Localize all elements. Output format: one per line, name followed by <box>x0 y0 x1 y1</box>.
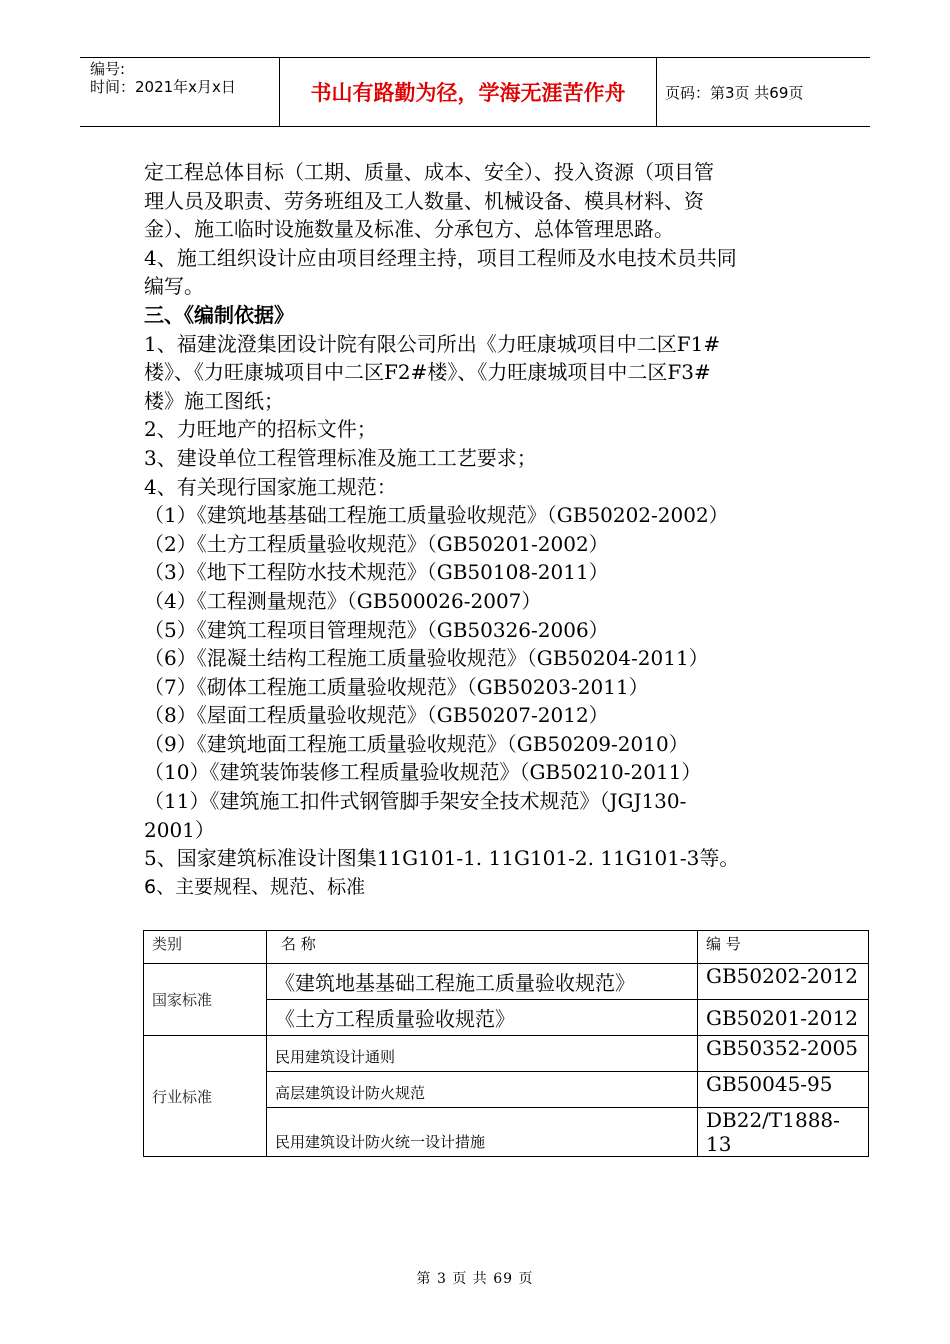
basis-line: 6、主要规程、规范、标准 <box>144 875 366 898</box>
section-title: 三、《编制依据》 <box>144 302 294 327</box>
standard-name: 《建筑地基基础工程施工质量验收规范》 <box>267 964 698 1000</box>
header-page-info: 页码：第3页 共69页 <box>665 83 804 102</box>
basis-line: 4、有关现行国家施工规范： <box>144 474 397 499</box>
standard-code: GB50045-95 <box>698 1072 869 1108</box>
standard-code: GB50352-2005 <box>698 1036 869 1072</box>
table-row <box>144 964 869 1000</box>
header-name: 名 称 <box>267 931 698 964</box>
basis-line: 1、福建泷澄集团设计院有限公司所出《力旺康城项目中二区F1# <box>144 331 721 356</box>
basis-line: 5、国家建筑标准设计图集11G101-1. 11G101-2. 11G101-3等。 <box>144 846 740 871</box>
standard-item: （10）《建筑装饰装修工程质量验收规范》（GB50210-2011） <box>144 760 702 785</box>
standard-item: （6）《混凝土结构工程施工质量验收规范》（GB50204-2011） <box>144 646 709 671</box>
body-line: 4、施工组织设计应由项目经理主持，项目工程师及水电技术员共同 <box>144 245 737 270</box>
header-meta <box>80 58 280 126</box>
standard-code: DB22/T1888-13 <box>698 1108 869 1157</box>
standard-code: GB50202-2012 <box>698 964 869 1000</box>
body-line: 编写。 <box>144 274 204 299</box>
standard-name: 民用建筑设计通则 <box>267 1036 698 1072</box>
basis-line: 楼》、《力旺康城项目中二区F2#楼》、《力旺康城项目中二区F3# <box>144 360 711 385</box>
body-line: 金）、施工临时设施数量及标准、分承包方、总体管理思路。 <box>144 217 674 242</box>
standard-name: 《土方工程质量验收规范》 <box>267 1000 698 1036</box>
standard-item: （1）《建筑地基基础工程施工质量验收规范》（GB50202-2002） <box>144 503 729 528</box>
category-national: 国家标准 <box>144 964 267 1036</box>
category-industry: 行业标准 <box>144 1036 267 1157</box>
basis-line: 楼》施工图纸； <box>144 388 284 413</box>
standard-item: （8）《屋面工程质量验收规范》（GB50207-2012） <box>144 703 609 728</box>
standard-item: （3）《地下工程防水技术规范》（GB50108-2011） <box>144 560 609 585</box>
header-motto: 书山有路勤为径，学海无涯苦作舟 <box>280 58 657 126</box>
standard-item: （7）《砌体工程施工质量验收规范》（GB50203-2011） <box>144 674 649 699</box>
header-code: 编 号 <box>698 931 869 964</box>
basis-line: 3、建设单位工程管理标准及施工工艺要求； <box>144 445 537 470</box>
table-row <box>144 1036 869 1072</box>
standard-item: （9）《建筑地面工程施工质量验收规范》（GB50209-2010） <box>144 731 689 756</box>
page-header <box>80 57 870 127</box>
standard-code: GB50201-2012 <box>698 1000 869 1036</box>
document-date: 时间：2021年x月x日 <box>90 78 236 96</box>
standard-name: 民用建筑设计防火统一设计措施 <box>267 1108 698 1157</box>
table-header-row <box>144 931 869 964</box>
standard-name: 高层建筑设计防火规范 <box>267 1072 698 1108</box>
basis-line: 2、力旺地产的招标文件； <box>144 417 377 442</box>
standard-item: （11）《建筑施工扣件式钢管脚手架安全技术规范》（JGJ130- <box>144 789 687 814</box>
body-line: 理人员及职责、劳务班组及工人数量、机械设备、模具材料、资 <box>144 188 704 213</box>
standards-table <box>143 930 869 1157</box>
standard-item: （2）《土方工程质量验收规范》（GB50201-2002） <box>144 531 609 556</box>
body-line: 定工程总体目标（工期、质量、成本、安全）、投入资源（项目管 <box>144 160 714 184</box>
document-number-label: 编号: <box>90 60 126 78</box>
standard-item: 2001） <box>144 817 215 842</box>
document-body <box>144 158 824 901</box>
standard-item: （4）《工程测量规范》（GB500026-2007） <box>144 588 542 613</box>
header-category: 类别 <box>144 931 267 964</box>
page-footer: 第 3 页 共 69 页 <box>416 1271 534 1287</box>
standard-item: （5）《建筑工程项目管理规范》（GB50326-2006） <box>144 617 609 642</box>
